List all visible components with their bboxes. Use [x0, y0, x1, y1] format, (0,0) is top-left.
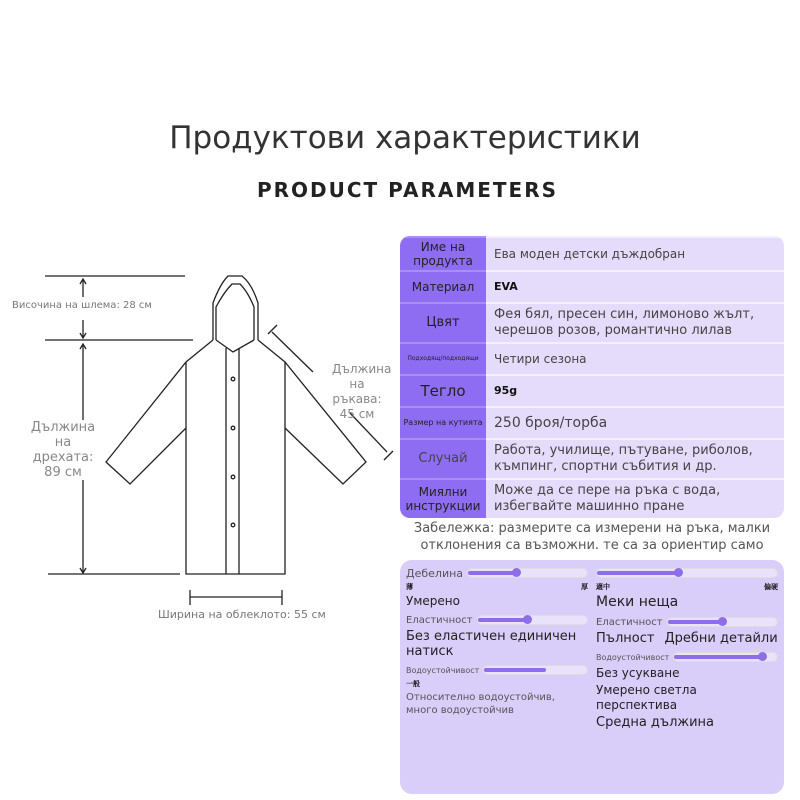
dot-mark: [718, 617, 727, 626]
bar-mark: [674, 655, 761, 659]
ratings-panel: [400, 560, 784, 794]
track-mark: [596, 568, 778, 578]
waterproof-label-2: Водоустойчивост: [596, 652, 670, 662]
bar-mark: [468, 571, 516, 575]
elasticity-label: Еластичност: [406, 614, 473, 626]
row-label: Тегло: [400, 374, 486, 406]
row-label: Подходящ/подходящи: [400, 342, 486, 374]
bar-mark: [478, 618, 527, 622]
track-mark: [477, 615, 588, 625]
elasticity-label-2: Еластичност: [596, 616, 663, 628]
track-mark: [673, 652, 778, 662]
page-subtitle: PRODUCT PARAMETERS: [256, 178, 559, 202]
track-mark: [467, 568, 588, 578]
rating-right-3: [596, 650, 778, 730]
sleeve-length-label: Дължина на ръкава: 45 см: [332, 362, 392, 421]
rating-right-2: [596, 615, 778, 646]
scale-normal: 一般: [406, 680, 420, 688]
row-value: Ева моден детски дъждобран: [486, 236, 784, 270]
row-value: EVA: [486, 270, 784, 302]
thickness-label: Дебелина: [406, 566, 464, 580]
scale-thin: 薄: [406, 583, 413, 591]
row-label: Цвят: [400, 302, 486, 342]
fullness-text: Пълност: [596, 631, 655, 646]
scale-hard: 偏硬: [764, 583, 778, 591]
bar-mark: [597, 571, 678, 575]
rating-waterproof: [406, 663, 588, 717]
width-label: Ширина на облеклото: 55 см: [158, 608, 326, 621]
row-value: Може да се пере на ръка с вода, избегвайте машинно пране: [486, 478, 784, 518]
scale-thick: 厚: [581, 583, 588, 591]
soft-text: Меки неща: [596, 594, 679, 610]
row-value: 250 броя/торба: [486, 406, 784, 438]
dot-mark: [523, 615, 532, 624]
row-value: Работа, училище, пътуване, риболов, къмпинг, спортни събития и др.: [486, 438, 784, 478]
scale-moderate: 適中: [596, 583, 610, 591]
page-title: Продуктови характеристики: [169, 120, 641, 156]
row-label: Размер на кутията: [400, 406, 486, 438]
bar-mark: [668, 620, 723, 624]
moderate-light-text: Умерено светла перспектива: [596, 683, 697, 712]
no-elastic-text: Без еластичен единичен натиск: [406, 629, 577, 659]
hood-height-label: Височина на шлема: 28 см: [12, 300, 152, 311]
no-shrink-text: Без усукване: [596, 666, 680, 680]
details-text: Дребни детайли: [664, 631, 778, 646]
row-label: Миялни инструкции: [400, 478, 486, 518]
row-label: Име на продукта: [400, 236, 486, 270]
ratings-right-column: [596, 566, 778, 788]
raincoat-diagram: [0, 0, 400, 640]
track-mark: [667, 617, 778, 627]
bar-mark: [484, 668, 546, 672]
dot-mark: [758, 652, 767, 661]
dot-mark: [674, 568, 683, 577]
row-label: Материал: [400, 270, 486, 302]
rating-elasticity: [406, 613, 588, 659]
parameters-table: [400, 236, 784, 518]
row-value: Четири сезона: [486, 342, 784, 374]
row-value: 95g: [486, 374, 784, 406]
medium-length-text: Средна дължина: [596, 715, 715, 730]
track-mark: [483, 665, 588, 675]
rating-thickness: [406, 566, 588, 609]
coat-length-label: Дължина на дрехата: 89 см: [30, 420, 96, 480]
moderate-text: Умерено: [406, 594, 460, 608]
ratings-left-column: [406, 566, 588, 788]
dot-mark: [512, 568, 521, 577]
measurement-note: Забележка: размерите са измерени на ръка, малки отклонения са възможни. те са за ориентир само: [413, 521, 771, 553]
row-value: Фея бял, пресен син, лимоново жълт, черешов розов, романтично лилав: [486, 302, 784, 342]
waterproof-label: Водоустойчивост: [406, 665, 480, 675]
row-label: Случай: [400, 438, 486, 478]
waterproof-description: Относително водоустойчив, много водоустойчив: [406, 692, 555, 716]
rating-right-1: [596, 566, 778, 611]
